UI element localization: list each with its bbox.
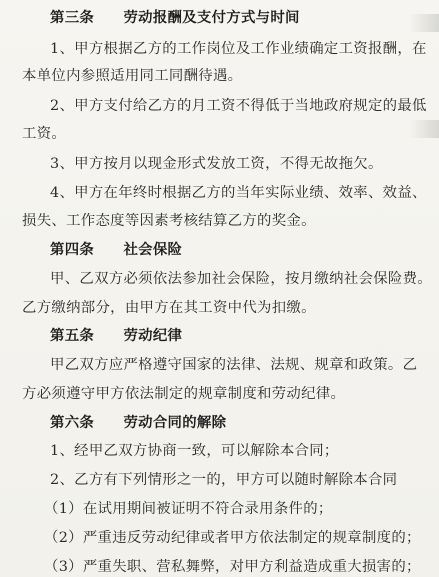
paragraph-line: 甲、乙双方必须依法参加社会保险，按月缴纳社会保险费。	[50, 271, 432, 287]
paragraph-line: 方必须遵守甲方依法制定的规章制度和劳动纪律。	[22, 386, 346, 402]
article-3-heading: 第三条 劳动报酬及支付方式与时间	[50, 9, 300, 26]
bleed-through-mark	[409, 14, 439, 32]
paragraph-line: 本单位内参照适用同工同酬待遇。	[22, 68, 243, 84]
article-6-heading: 第六条 劳动合同的解除	[50, 414, 227, 431]
paragraph-line: 损失、工作态度等因素考核结算乙方的奖金。	[22, 213, 316, 229]
paragraph-line: 2、甲方支付给乙方的月工资不得低于当地政府规定的最低	[50, 98, 427, 114]
paragraph-line: 工资。	[22, 126, 67, 142]
paragraph-line: 4、甲方在年终时根据乙方的当年实际业绩、效率、效益、	[50, 185, 427, 201]
paragraph-line: 1、甲方根据乙方的工作岗位及工作业绩确定工资报酬，在	[50, 41, 427, 57]
paragraph-line: 1、经甲乙双方协商一致，可以解除本合同；	[50, 443, 339, 459]
article-5-heading: 第五条 劳动纪律	[50, 327, 183, 344]
bleed-through-mark	[409, 120, 439, 138]
list-item-line: （3）严重失职、营私舞弊，对甲方利益造成重大损害的；	[44, 559, 421, 575]
paragraph-line: 甲乙双方应严格遵守国家的法律、法规、规章和政策。乙	[50, 357, 418, 373]
list-item-line: （1）在试用期间被证明不符合录用条件的；	[44, 501, 333, 517]
article-4-heading: 第四条 社会保险	[50, 241, 183, 258]
paragraph-line: 3、甲方按月以现金形式发放工资，不得无故拖欠。	[50, 156, 383, 172]
list-item-line: （2）严重违反劳动纪律或者甲方依法制定的规章制度的；	[44, 530, 421, 546]
paragraph-line: 2、乙方有下列情形之一的，甲方可以随时解除本合同	[50, 472, 398, 488]
paragraph-line: 乙方缴纳部分，由甲方在其工资中代为扣缴。	[22, 300, 316, 316]
